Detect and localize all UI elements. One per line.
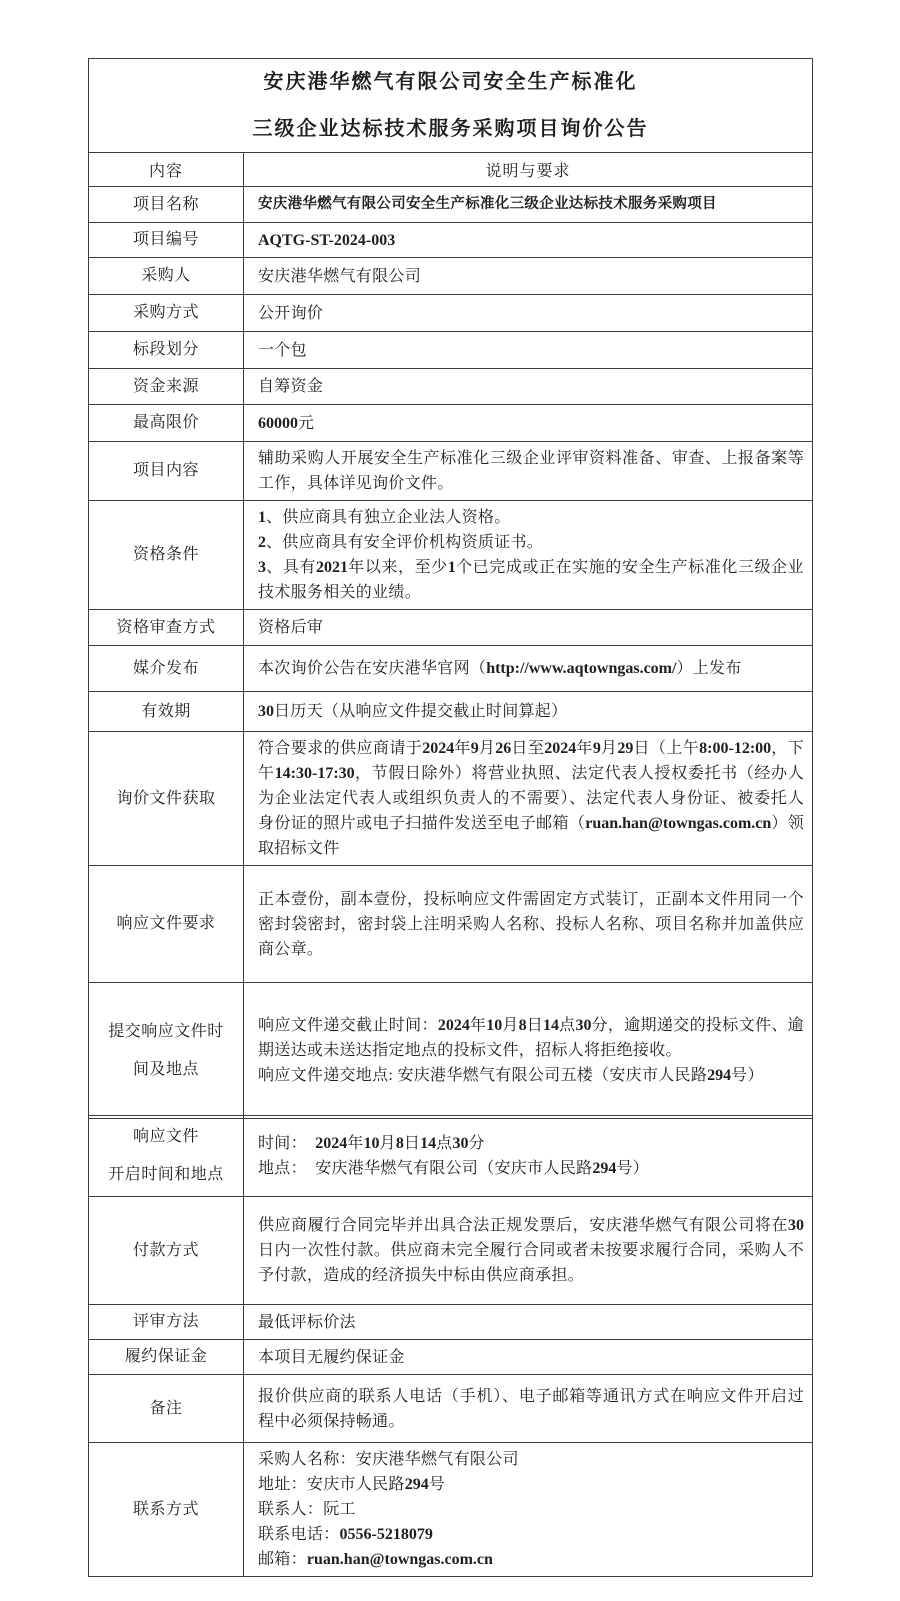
row-label <box>89 501 244 610</box>
row-label-text: 评审方法 <box>132 1313 199 1330</box>
row-value-text: 60000元 <box>258 414 315 432</box>
row-label <box>89 405 244 442</box>
table-row <box>89 187 813 223</box>
row-value <box>244 369 813 405</box>
document-title-line2: 三级企业达标技术服务采购项目询价公告 <box>252 118 649 140</box>
row-value <box>244 223 813 258</box>
table-row <box>89 1443 813 1577</box>
row-value-text: 响应文件递交地点: 安庆港华燃气有限公司五楼（安庆市人民路294号） <box>258 1067 764 1084</box>
row-value <box>244 983 813 1119</box>
row-value <box>244 187 813 223</box>
row-label-text: 媒介发布 <box>132 659 199 677</box>
row-label-text: 提交响应文件时 <box>108 1022 224 1040</box>
row-label <box>89 1340 244 1375</box>
row-label <box>89 983 244 1119</box>
row-label <box>89 646 244 692</box>
row-value <box>244 295 813 332</box>
table2-body <box>89 1116 813 1577</box>
row-value <box>244 692 813 732</box>
row-value-text: 地点： 安庆港华燃气有限公司（安庆市人民路294号） <box>258 1160 649 1177</box>
row-label-text: 项目内容 <box>132 462 199 479</box>
row-value <box>244 501 813 610</box>
row-value-text: 公开询价 <box>258 304 324 322</box>
row-label <box>89 369 244 405</box>
row-label-text: 最高限价 <box>132 414 199 431</box>
document-title-line1: 安庆港华燃气有限公司安全生产标准化 <box>263 71 638 93</box>
column-header-content: 内容 <box>89 153 244 187</box>
row-value <box>244 1443 813 1577</box>
row-label-text: 付款方式 <box>132 1241 199 1259</box>
row-value <box>244 442 813 501</box>
table-row <box>89 866 813 983</box>
row-label-text: 间及地点 <box>132 1060 199 1078</box>
column-header-requirements: 说明与要求 <box>244 153 813 187</box>
table-row <box>89 295 813 332</box>
row-label-text: 询价文件获取 <box>116 789 216 807</box>
row-label <box>89 1443 244 1577</box>
row-value-text: 资格后审 <box>258 619 324 636</box>
row-value-text: 3、具有2021年以来，至少1个已完成或正在实施的安全生产标准化三级企业技术服务相关的业绩。 <box>258 559 804 601</box>
row-label <box>89 1197 244 1305</box>
row-value <box>244 332 813 369</box>
table-row <box>89 1305 813 1340</box>
row-label-text: 采购方式 <box>132 304 199 321</box>
row-value <box>244 1197 813 1305</box>
row-label-text: 采购人 <box>141 267 191 284</box>
row-label <box>89 1375 244 1443</box>
document-title-row <box>89 59 813 153</box>
table-row <box>89 1197 813 1305</box>
row-label <box>89 866 244 983</box>
row-value-text: 安庆港华燃气有限公司安全生产标准化三级企业达标技术服务采购项目 <box>258 196 717 212</box>
row-label-text: 备注 <box>149 1399 183 1417</box>
row-label-text: 资格条件 <box>132 546 199 563</box>
row-value-text: 2、供应商具有安全评价机构资质证书。 <box>258 534 544 551</box>
table-row <box>89 369 813 405</box>
row-label <box>89 1305 244 1340</box>
row-value-text: 地址：安庆市人民路294号 <box>258 1476 446 1493</box>
document-title <box>89 59 813 153</box>
row-label-text: 开启时间和地点 <box>108 1166 224 1183</box>
row-label-text: 项目编号 <box>132 231 199 248</box>
row-value <box>244 646 813 692</box>
row-value-text: 符合要求的供应商请于2024年9月26日至2024年9月29日（上午8:00-12:00，下午14:30-17:30，节假日除外）将营业执照、法定代表人授权委托书（经办人为企业法定代表人或组织负责人的不需要）、法定代表人身份证、被委托人身份证的照片或电子扫描件发送至电子邮箱（ruan.han@towngas.com.cn）领取招标文件 <box>258 740 804 857</box>
table-row <box>89 732 813 866</box>
announcement-table-continued <box>88 1115 813 1577</box>
row-label-text: 履约保证金 <box>124 1348 208 1365</box>
row-value <box>244 866 813 983</box>
row-label-text: 有效期 <box>141 702 191 720</box>
row-value-text: AQTG-ST-2024-003 <box>258 231 396 249</box>
table-row <box>89 1375 813 1443</box>
table-row <box>89 1116 813 1197</box>
row-label <box>89 442 244 501</box>
row-value <box>244 258 813 295</box>
row-value <box>244 732 813 866</box>
row-label-text: 资格审查方式 <box>116 618 216 636</box>
row-value-text: 本项目无履约保证金 <box>258 1348 405 1366</box>
table-row <box>89 332 813 369</box>
row-value-text: 采购人名称：安庆港华燃气有限公司 <box>258 1451 519 1468</box>
row-label <box>89 223 244 258</box>
row-label-text: 联系方式 <box>132 1500 199 1518</box>
row-value-text: 一个包 <box>258 341 307 359</box>
table-row <box>89 692 813 732</box>
row-value-text: 本次询价公告在安庆港华官网（http://www.aqtowngas.com/）上发布 <box>258 660 742 677</box>
row-label <box>89 258 244 295</box>
row-label <box>89 610 244 646</box>
row-label <box>89 332 244 369</box>
row-value <box>244 1116 813 1197</box>
row-value <box>244 610 813 646</box>
row-label-text: 标段划分 <box>132 341 199 358</box>
table-header-row <box>89 153 813 187</box>
row-value-text: 辅助采购人开展安全生产标准化三级企业评审资料准备、审查、上报备案等工作，具体详见询价文件。 <box>258 450 804 492</box>
row-value-text: 响应文件递交截止时间：2024年10月8日14点30分，逾期递交的投标文件、逾期送达或未送达指定地点的投标文件，招标人将拒绝接收。 <box>258 1017 804 1059</box>
announcement-table-main <box>88 58 813 1119</box>
row-value <box>244 1305 813 1340</box>
table-row <box>89 1340 813 1375</box>
row-label-text: 响应文件 <box>132 1128 199 1145</box>
row-label-text: 响应文件要求 <box>116 915 216 932</box>
table-row <box>89 258 813 295</box>
table1-body <box>89 187 813 1119</box>
table-row <box>89 442 813 501</box>
row-value-text: 1、供应商具有独立企业法人资格。 <box>258 509 511 526</box>
table-row <box>89 610 813 646</box>
row-value-text: 报价供应商的联系人电话（手机）、电子邮箱等通讯方式在响应文件开启过程中必须保持畅通。 <box>258 1387 804 1430</box>
row-value-text: 最低评标价法 <box>258 1313 356 1331</box>
row-value-text: 安庆港华燃气有限公司 <box>258 267 422 285</box>
row-label <box>89 732 244 866</box>
row-value <box>244 405 813 442</box>
table-row <box>89 501 813 610</box>
row-value-text: 供应商履行合同完毕并出具合法正规发票后，安庆港华燃气有限公司将在30日内一次性付款。供应商未完全履行合同或者未按要求履行合同，采购人不予付款，造成的经济损失中标由供应商承担。 <box>258 1217 804 1284</box>
row-value <box>244 1375 813 1443</box>
row-value-text: 联系人：阮工 <box>258 1501 356 1518</box>
table-row <box>89 646 813 692</box>
table-row <box>89 223 813 258</box>
row-value-text: 邮箱：ruan.han@towngas.com.cn <box>258 1551 493 1568</box>
row-label-text: 项目名称 <box>132 195 199 213</box>
row-value-text: 自筹资金 <box>258 378 324 395</box>
row-value-text: 正本壹份，副本壹份，投标响应文件需固定方式装订，正副本文件用同一个密封袋密封，密封袋上注明采购人名称、投标人名称、项目名称并加盖供应商公章。 <box>258 890 804 958</box>
row-value-text: 联系电话：0556-5218079 <box>258 1526 433 1543</box>
row-label <box>89 1116 244 1197</box>
row-value-text: 30日历天（从响应文件提交截止时间算起） <box>258 703 568 720</box>
row-label <box>89 692 244 732</box>
row-label-text: 资金来源 <box>132 377 199 395</box>
row-label <box>89 187 244 223</box>
row-value <box>244 1340 813 1375</box>
row-value-text: 时间： 2024年10月8日14点30分 <box>258 1135 485 1152</box>
table-row <box>89 405 813 442</box>
table-row <box>89 983 813 1119</box>
row-label <box>89 295 244 332</box>
